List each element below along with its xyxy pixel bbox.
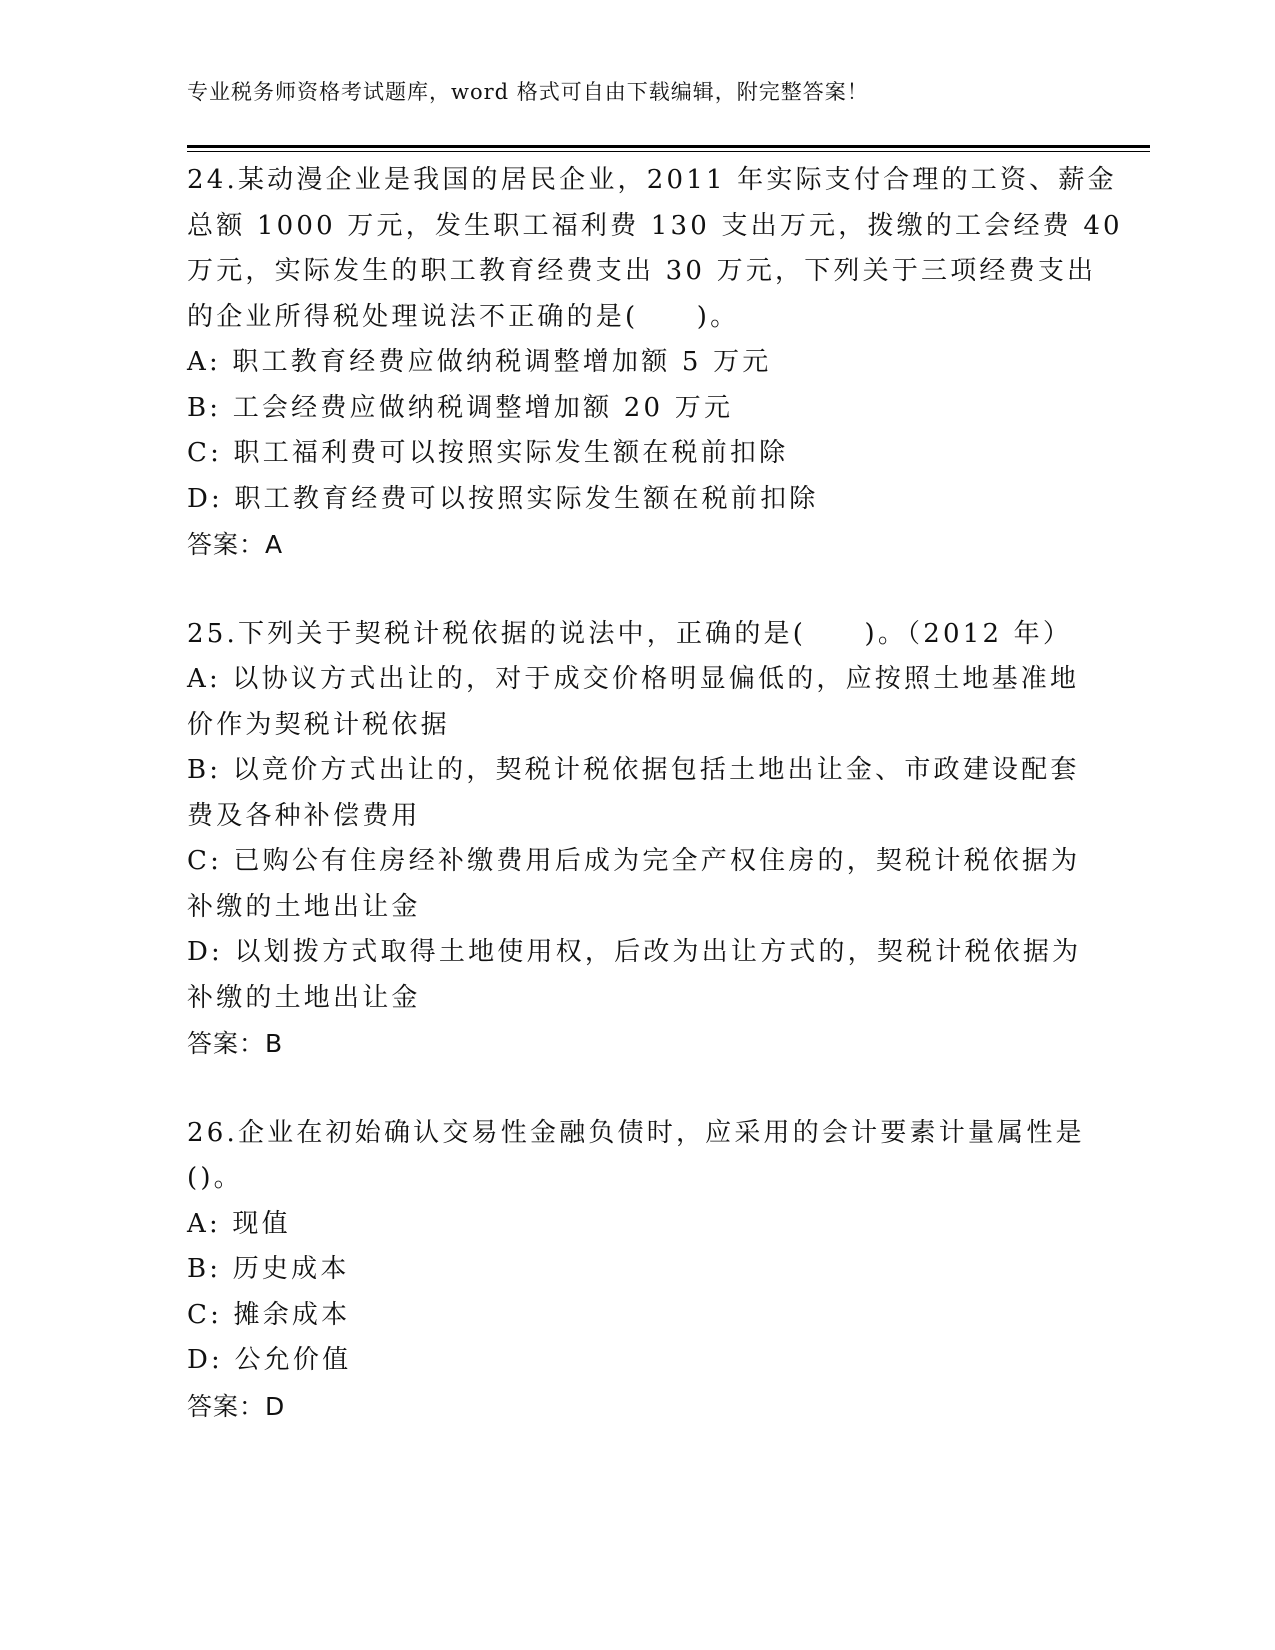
question-stem-line: 26.企业在初始确认交易性金融负债时，应采用的会计要素计量属性是 [187,1117,1085,1148]
answer-label: 答案：A [187,530,284,559]
question-list [187,158,1123,1429]
question-26 [187,1111,1087,1430]
option-c: C: 已购公有住房经补缴费用后成为完全产权住房的，契税计税依据为 [187,846,1081,876]
answer-label: 答案：D [187,1391,286,1421]
option-b: B: 工会经费应做纳税调整增加额 20 万元 [187,392,734,423]
question-stem-line: 万元，实际发生的职工教育经费支出 30 万元，下列关于三项经费支出 [187,256,1097,286]
header-divider [187,145,1150,152]
question-stem-line: ()。 [187,1163,243,1193]
option-a: A: 职工教育经费应做纳税调整增加额 5 万元 [187,347,772,377]
answer-label: 答案：B [187,1029,284,1058]
option-a-continued: 价作为契税计税依据 [187,709,450,740]
question-stem-line: 25.下列关于契税计税依据的说法中，正确的是( )。（2012 年） [187,618,1073,649]
option-a: A: 现值 [187,1208,291,1239]
option-d: D: 职工教育经费可以按照实际发生额在税前扣除 [187,483,819,514]
question-stem-line: 24.某动漫企业是我国的居民企业，2011 年实际支付合理的工资、薪金 [187,165,1117,195]
question-24 [187,158,1123,568]
option-a: A: 以协议方式出让的，对于成交价格明显偏低的，应按照土地基准地 [187,664,1080,694]
option-d-continued: 补缴的土地出让金 [187,982,421,1013]
question-stem-line: 的企业所得税处理说法不正确的是( )。 [187,301,740,332]
option-d: D: 公允价值 [187,1345,352,1375]
option-c: C: 职工福利费可以按照实际发生额在税前扣除 [187,438,789,468]
header-note: 专业税务师资格考试题库，word 格式可自由下载编辑，附完整答案！ [187,80,869,104]
question-stem-line: 总额 1000 万元，发生职工福利费 130 支出万元，拨缴的工会经费 40 [187,210,1123,241]
option-b: B: 历史成本 [187,1254,350,1284]
option-b: B: 以竞价方式出让的，契税计税依据包括土地出让金、市政建设配套 [187,755,1080,785]
option-c-continued: 补缴的土地出让金 [187,891,421,922]
option-d: D: 以划拨方式取得土地使用权，后改为出让方式的，契税计税依据为 [187,937,1082,967]
option-b-continued: 费及各种补偿费用 [187,800,421,831]
option-c: C: 摊余成本 [187,1299,351,1330]
question-25 [187,612,1087,1067]
